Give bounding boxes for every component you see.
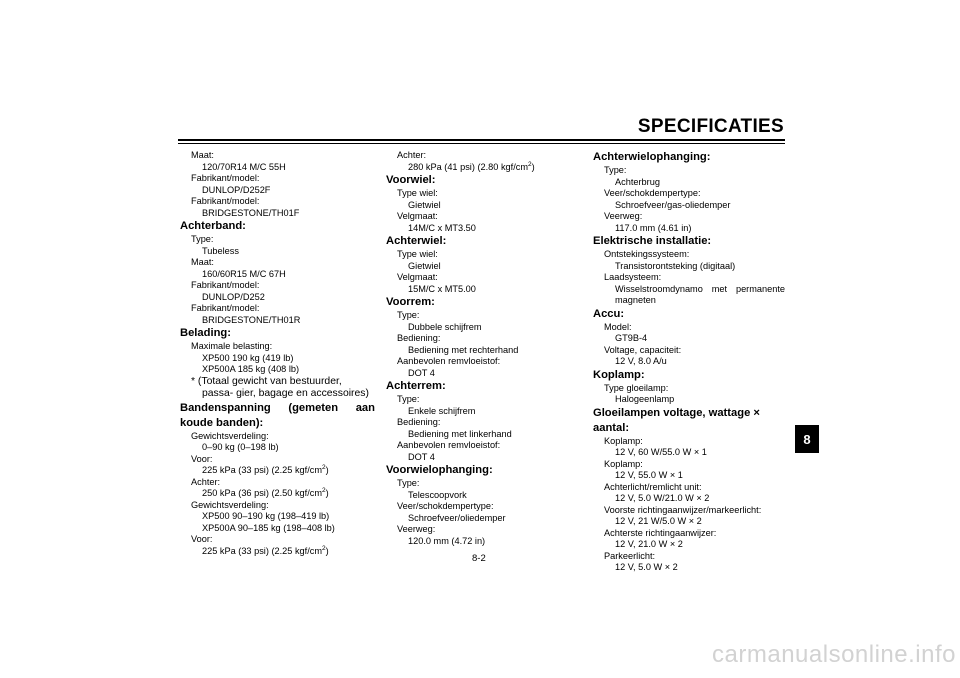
spec-line: Bediening met rechterhand bbox=[408, 344, 519, 355]
spec-line: DUNLOP/D252F bbox=[202, 184, 271, 195]
spec-line: Model: bbox=[604, 321, 632, 332]
spec-line: 12 V, 8.0 A/u bbox=[615, 356, 667, 366]
spec-line: Dubbele schijfrem bbox=[408, 321, 482, 332]
spec-line: Type wiel: bbox=[397, 249, 438, 259]
spec-line: Aanbevolen remvloeistof: bbox=[397, 440, 501, 450]
section-heading: Koplamp: bbox=[593, 368, 645, 381]
spec-line: Veer/schokdempertype: bbox=[397, 501, 494, 511]
spec-line: Velgmaat: bbox=[397, 272, 438, 282]
spec-line: Transistorontsteking (digitaal) bbox=[615, 260, 736, 271]
spec-line: Fabrikant/model: bbox=[191, 303, 260, 313]
spec-line: Achterste richtingaanwijzer: bbox=[604, 527, 717, 538]
spec-line: Ontstekingssysteem: bbox=[604, 249, 690, 259]
spec-line: 117.0 mm (4.61 in) bbox=[615, 222, 692, 233]
spec-line: * (Totaal gewicht van bestuurder, passa- gier, bagage en accessoires) bbox=[191, 375, 369, 399]
spec-line: Fabrikant/model: bbox=[191, 196, 260, 206]
spec-line: 120/70R14 M/C 55H bbox=[202, 161, 286, 172]
section-heading: Belading: bbox=[180, 327, 231, 339]
spec-line: Type: bbox=[397, 310, 420, 320]
spec-line: Enkele schijfrem bbox=[408, 405, 476, 416]
spec-column-3 bbox=[593, 150, 785, 574]
spec-line: Achter: bbox=[397, 150, 427, 160]
spec-line: Wisselstroomdynamo met permanente magneten bbox=[615, 283, 785, 305]
page-title: SPECIFICATIES bbox=[637, 116, 784, 137]
spec-line: Aanbevolen remvloeistof: bbox=[397, 356, 501, 366]
section-heading: Voorrem: bbox=[386, 296, 435, 308]
spec-line: BRIDGESTONE/TH01R bbox=[202, 314, 301, 325]
spec-line: 225 kPa (33 psi) (2.25 kgf/$cm^2$) bbox=[202, 463, 329, 475]
spec-line: Type: bbox=[604, 165, 627, 175]
spec-line: 12 V, 5.0 W/21.0 W × 2 bbox=[615, 493, 710, 503]
spec-line: Type: bbox=[191, 234, 214, 244]
section-heading: Achterrem: bbox=[386, 380, 446, 392]
spec-line: Gewichtsverdeling: bbox=[191, 430, 269, 441]
spec-line: Voor: bbox=[191, 534, 213, 544]
spec-line: 250 kPa (36 psi) (2.50 kgf/$cm^2$) bbox=[202, 486, 329, 498]
spec-line: BRIDGESTONE/TH01F bbox=[202, 207, 300, 218]
spec-line: Tubeless bbox=[202, 245, 239, 256]
spec-line: Maximale belasting: bbox=[191, 341, 273, 351]
section-heading: Bandenspanning (gemeten aan koude banden): bbox=[180, 401, 375, 429]
spec-line: Laadsysteem: bbox=[604, 272, 662, 282]
spec-line: Bediening: bbox=[397, 333, 441, 343]
spec-column-2 bbox=[386, 150, 546, 547]
spec-line: 120.0 mm (4.72 in) bbox=[408, 535, 486, 546]
spec-line: Gewichtsverdeling: bbox=[191, 499, 269, 510]
spec-line: Achter: bbox=[191, 476, 221, 487]
spec-line: XP500A 185 kg (408 lb) bbox=[202, 364, 300, 374]
spec-line: Halogeenlamp bbox=[615, 394, 675, 404]
spec-line: 12 V, 21 W/5.0 W × 2 bbox=[615, 516, 702, 526]
spec-line: 12 V, 21.0 W × 2 bbox=[615, 539, 683, 549]
spec-line: 12 V, 60 W/55.0 W × 1 bbox=[615, 447, 707, 457]
section-heading: Voorwiel: bbox=[386, 174, 436, 186]
spec-line: Veer/schokdempertype: bbox=[604, 188, 701, 198]
spec-line: Gietwiel bbox=[408, 260, 441, 271]
section-heading: Gloeilampen voltage, wattage × aantal: bbox=[593, 406, 760, 434]
spec-line: Koplamp: bbox=[604, 458, 643, 469]
spec-line: Bediening met linkerhand bbox=[408, 428, 512, 439]
spec-line: Gietwiel bbox=[408, 199, 441, 210]
spec-line: Type: bbox=[397, 394, 420, 404]
section-heading: Achterwiel: bbox=[386, 235, 447, 247]
section-heading: Accu: bbox=[593, 307, 625, 320]
spec-line: Fabrikant/model: bbox=[191, 173, 260, 183]
spec-line: 12 V, 5.0 W × 2 bbox=[615, 562, 678, 572]
spec-line: Type: bbox=[397, 478, 420, 488]
spec-line: Maat: bbox=[191, 150, 214, 160]
header-rule-thick bbox=[178, 139, 785, 141]
spec-line: DOT 4 bbox=[408, 367, 435, 378]
spec-line: DUNLOP/D252 bbox=[202, 291, 265, 302]
spec-line: Koplamp: bbox=[604, 435, 643, 446]
spec-line: 14M/C x MT3.50 bbox=[408, 222, 476, 233]
spec-line: Veerweg: bbox=[397, 524, 436, 534]
section-heading: Achterwielophanging: bbox=[593, 151, 711, 163]
spec-line: XP500 190 kg (419 lb) bbox=[202, 352, 294, 363]
spec-line: Voor: bbox=[191, 453, 213, 464]
spec-line: Maat: bbox=[191, 257, 214, 267]
spec-line: Telescoopvork bbox=[408, 489, 467, 500]
spec-line: Schroefveer/gas-oliedemper bbox=[615, 199, 731, 210]
spec-line: Achterbrug bbox=[615, 176, 660, 187]
spec-line: Fabrikant/model: bbox=[191, 280, 260, 290]
spec-line: Type gloeilamp: bbox=[604, 382, 669, 393]
spec-line: 12 V, 55.0 W × 1 bbox=[615, 470, 683, 480]
spec-line: Velgmaat: bbox=[397, 211, 438, 221]
spec-line: Voorste richtingaanwijzer/markeerlicht: bbox=[604, 504, 762, 515]
spec-line: 15M/C x MT5.00 bbox=[408, 283, 476, 294]
chapter-tab[interactable]: 8 bbox=[795, 425, 819, 453]
spec-line: 280 kPa (41 psi) (2.80 kgf/$cm^2$) bbox=[408, 160, 535, 172]
section-heading: Elektrische installatie: bbox=[593, 235, 712, 247]
spec-line: 0–90 kg (0–198 lb) bbox=[202, 442, 279, 452]
spec-line: GT9B-4 bbox=[615, 333, 648, 343]
spec-line: Type wiel: bbox=[397, 188, 438, 198]
spec-line: Bediening: bbox=[397, 417, 441, 427]
spec-line: Veerweg: bbox=[604, 211, 643, 221]
spec-line: XP500 90–190 kg (198–419 lb) bbox=[202, 511, 330, 521]
section-heading: Voorwielophanging: bbox=[386, 464, 493, 476]
header-rule-thin bbox=[178, 143, 785, 144]
spec-line: Voltage, capaciteit: bbox=[604, 344, 682, 355]
page-number: 8-2 bbox=[472, 553, 486, 564]
spec-line: 160/60R15 M/C 67H bbox=[202, 268, 286, 279]
spec-line: Schroefveer/oliedemper bbox=[408, 512, 506, 523]
spec-line: XP500A 90–185 kg (198–408 lb) bbox=[202, 522, 335, 533]
spec-line: 225 kPa (33 psi) (2.25 kgf/$cm^2$) bbox=[202, 544, 329, 556]
section-heading: Achterband: bbox=[180, 220, 246, 232]
spec-column-1 bbox=[180, 150, 375, 557]
spec-line: DOT 4 bbox=[408, 451, 435, 462]
spec-line: Parkeerlicht: bbox=[604, 550, 656, 561]
watermark: carmanualsonline.info bbox=[712, 641, 956, 668]
spec-line: Achterlicht/remlicht unit: bbox=[604, 481, 702, 492]
